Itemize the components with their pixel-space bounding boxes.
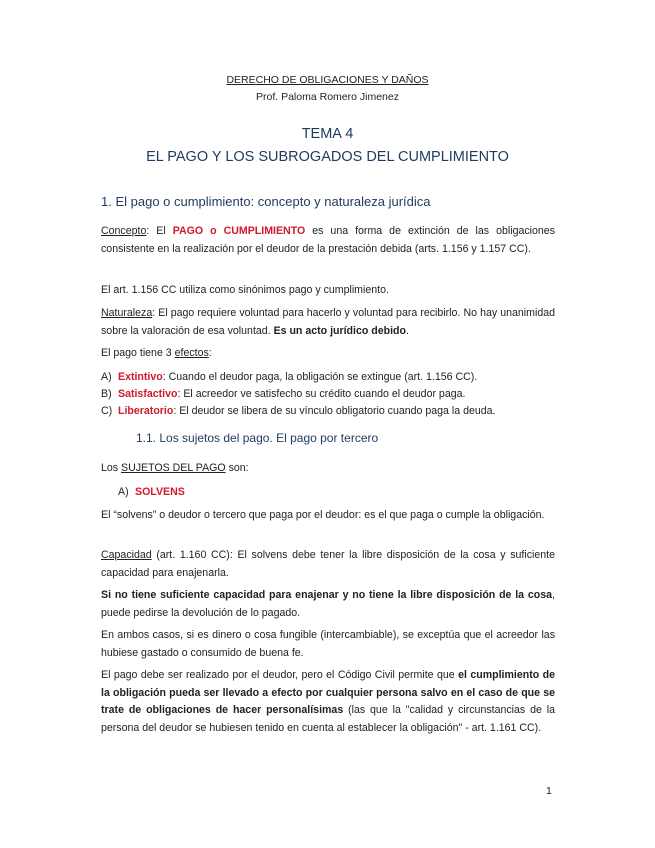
capacidad-text: (art. 1.160 CC): El solvens debe tener la libre disposición de la cosa y suficiente capacidad para enajenarla. bbox=[101, 549, 555, 579]
tema-title: EL PAGO Y LOS SUBROGADOS DEL CUMPLIMIENTO bbox=[146, 149, 509, 165]
page-number: 1 bbox=[546, 785, 552, 797]
list-marker: A) bbox=[101, 371, 112, 383]
paragraph-efectos bbox=[101, 345, 555, 363]
paragraph-naturaleza bbox=[101, 305, 555, 340]
pago-deudor-text-2: (las que la "calidad y circunstancias de la persona del deudor se hubiesen tenido en cuenta al establecer la obligación" - art. 1.161 CC). bbox=[101, 704, 555, 734]
list-text: : El deudor se libera de su vínculo obligatorio cuando paga la deuda. bbox=[173, 405, 496, 417]
naturaleza-text-1: : El pago requiere voluntad para hacerlo y voluntad para recibirlo. No hay unanimidad sobre la valoración de esa voluntad. bbox=[101, 307, 555, 337]
section-heading-1-1: 1.1. Los sujetos del pago. El pago por tercero bbox=[136, 431, 379, 445]
list-term: Satisfactivo bbox=[118, 388, 178, 400]
solvens-heading bbox=[118, 486, 185, 498]
list-item bbox=[101, 386, 561, 403]
list-text: : Cuando el deudor paga, la obligación se extingue (art. 1.156 CC). bbox=[162, 371, 478, 383]
capacidad-label: Capacidad bbox=[101, 549, 152, 561]
list-item bbox=[101, 369, 561, 386]
solvens-label: SOLVENS bbox=[135, 486, 185, 498]
list-marker: B) bbox=[101, 388, 112, 400]
sinocap-text: , puede pedirse la devolución de lo pagado. bbox=[101, 589, 555, 619]
naturaleza-text-2: . bbox=[406, 324, 409, 337]
solvens-marker: A) bbox=[118, 486, 129, 498]
paragraph-sinonimos: El art. 1.156 CC utiliza como sinónimos pago y cumplimiento. bbox=[101, 284, 389, 296]
course-title: DERECHO DE OBLIGACIONES Y DAÑOS bbox=[226, 74, 429, 86]
concepto-label: Concepto bbox=[101, 225, 147, 237]
sujetos-underlined: SUJETOS DEL PAGO bbox=[121, 462, 226, 474]
naturaleza-bold: Es un acto jurídico debido bbox=[273, 324, 406, 337]
professor-name: Prof. Paloma Romero Jimenez bbox=[256, 91, 399, 103]
paragraph-sin-capacidad bbox=[101, 587, 555, 622]
sujetos-text-1: Los bbox=[101, 462, 122, 474]
list-marker: C) bbox=[101, 405, 113, 417]
efectos-text-1: El pago tiene 3 bbox=[101, 347, 175, 359]
list-term: Liberatorio bbox=[118, 405, 174, 417]
concepto-text-1: : El bbox=[146, 225, 173, 237]
paragraph-pago-deudor bbox=[101, 667, 555, 737]
efectos-text-2: : bbox=[208, 347, 212, 359]
sinocap-bold: Si no tiene suficiente capacidad para enajenar y no tiene la libre disposición de la cosa bbox=[101, 589, 553, 601]
paragraph-solvens-def: El “solvens” o deudor o tercero que paga por el deudor: es el que paga o cumple la obligación. bbox=[101, 509, 545, 521]
sujetos-text-2: son: bbox=[225, 462, 249, 474]
paragraph-ambos-casos: En ambos casos, si es dinero o cosa fungible (intercambiable), se exceptúa que el acreedor las hubiese gastado o consumido de buena fe. bbox=[101, 629, 555, 659]
section-heading-1: 1. El pago o cumplimiento: concepto y naturaleza jurídica bbox=[101, 194, 431, 209]
efectos-underlined: efectos bbox=[174, 347, 209, 359]
list-term: Extintivo bbox=[118, 371, 163, 383]
paragraph-capacidad bbox=[101, 547, 555, 582]
list-item bbox=[101, 403, 561, 420]
paragraph-sujetos bbox=[101, 460, 555, 478]
pago-deudor-bold: el cumplimiento de la obligación pueda ser llevado a efecto por cualquier persona salvo en el caso de que se trate de obligaciones de hacer personalísimas bbox=[101, 669, 555, 716]
concepto-highlight: PAGO o CUMPLIMIENTO bbox=[172, 225, 306, 237]
paragraph-concepto bbox=[101, 223, 555, 258]
pago-deudor-text-1: El pago debe ser realizado por el deudor, pero el Código Civil permite que bbox=[101, 669, 459, 681]
tema-number: TEMA 4 bbox=[301, 126, 354, 142]
naturaleza-label: Naturaleza bbox=[101, 307, 153, 319]
concepto-text-2: es una forma de extinción de las obligaciones consistente en la realización por el deudor de la prestación debida (arts. 1.156 y 1.157 CC). bbox=[101, 225, 555, 255]
list-text: : El acreedor ve satisfecho su crédito cuando el deudor paga. bbox=[177, 388, 466, 400]
